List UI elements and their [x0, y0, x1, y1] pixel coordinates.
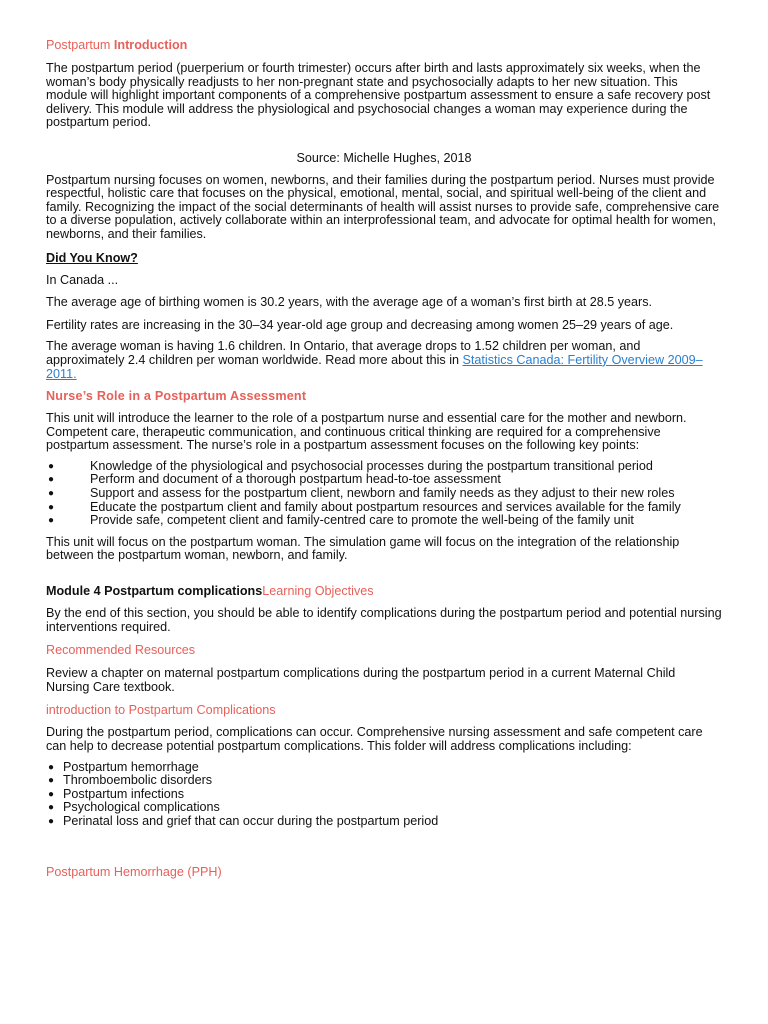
- statistics-canada-link[interactable]: Statistics Canada: Fertility Overview 2009–2011.: [46, 352, 703, 381]
- intro-paragraph-2: Postpartum nursing focuses on women, newborns, and their families during the postpartum period. Nurses must provide respectful, holistic care that focuses on the physical, emotional, mental, social, and spiritual well-being of the client and family. Recognizing the impact of the social determinants of health will assist nurses to provide safe, comprehensive care to a diverse population, actively collaborate within an interprofessional team, and advocate for optimal health for women, newborns, and their families.: [46, 172, 720, 241]
- pph-heading: Postpartum Hemorrhage (PPH): [46, 864, 222, 879]
- fact-3-text: The average woman is having 1.6 children. In Ontario, that average drops to 1.52 children per woman, and approximately 2.4 children per woman worldwide. Read more about this in: [46, 339, 641, 367]
- complications-list: [46, 761, 722, 829]
- bullet-icon: ●: [48, 488, 55, 500]
- bullet-icon: ●: [48, 815, 55, 827]
- bullet-icon: ●: [48, 501, 55, 513]
- bullet-icon: ●: [48, 802, 55, 814]
- list-item: ● Support and assess for the postpartum client, newborn and family needs as they adjust to their new roles: [48, 486, 675, 501]
- complications-intro-heading: introduction to Postpartum Complications: [46, 703, 276, 718]
- fact-2: Fertility rates are increasing in the 30–34 year-old age group and decreasing among women 25–29 years of age.: [46, 317, 674, 332]
- list-item: ● Postpartum hemorrhage: [48, 759, 199, 774]
- bullet-icon: ●: [48, 761, 55, 773]
- list-item: ● Perform and document of a thorough postpartum head-to-toe assessment: [48, 472, 501, 487]
- learning-objectives-heading: Learning Objectives: [262, 584, 374, 599]
- intro-paragraph: The postpartum period (puerperium or fourth trimester) occurs after birth and lasts approximately six weeks, when the woman’s body physically readjusts to her non-pregnant state and psychosocially adapts to her new situation. This module will highlight important components of a comprehensive postpartum assessment to ensure a safe recovery post delivery. This module will address the physiological and psychosocial changes a woman may experience during the postpartum period.: [46, 61, 711, 130]
- recommended-resources-text: Review a chapter on maternal postpartum complications during the postpartum period in a current Maternal Child Nursing Care textbook.: [46, 666, 676, 694]
- recommended-resources-heading: Recommended Resources: [46, 643, 196, 658]
- bullet-icon: ●: [48, 460, 55, 472]
- did-you-know-heading: Did You Know?: [46, 250, 138, 265]
- intro-heading: [46, 38, 722, 52]
- module-4-heading: [46, 584, 722, 598]
- nurse-role-closing: This unit will focus on the postpartum woman. The simulation game will focus on the integration of the relationship between the postpartum woman, newborn, and family.: [46, 534, 680, 563]
- intro-heading-prefix: Postpartum: [46, 38, 114, 52]
- bullet-icon: ●: [48, 515, 55, 527]
- nurse-role-paragraph: This unit will introduce the learner to the role of a postpartum nurse and essential care for the mother and newborn. Competent care, therapeutic communication, and continuous critical thinking are required for a comprehensive postpartum assessment. The nurse’s role in a postpartum assessment focuses on the following key points:: [46, 411, 687, 453]
- fact-3: [46, 340, 722, 381]
- intro-heading-main: Introduction: [113, 38, 188, 52]
- list-item: ● Perinatal loss and grief that can occur during the postpartum period: [48, 813, 439, 828]
- image-source: Source: Michelle Hughes, 2018: [296, 150, 472, 165]
- list-item: ● Provide safe, competent client and family-centred care to promote the well-being of the family unit: [48, 513, 634, 528]
- complications-intro-text: During the postpartum period, complications can occur. Comprehensive nursing assessment and safe competent care can help to decrease potential postpartum complications. This folder will address complications including:: [46, 725, 703, 753]
- list-item: ● Knowledge of the physiological and psychosocial processes during the postpartum transitional period: [48, 458, 653, 473]
- list-item: ● Postpartum infections: [48, 786, 185, 801]
- list-item: ● Psychological complications: [48, 800, 220, 815]
- bullet-icon: ●: [48, 474, 55, 486]
- bullet-icon: ●: [48, 788, 55, 800]
- key-points-list: [46, 460, 722, 528]
- bullet-icon: ●: [48, 775, 55, 787]
- did-you-know-intro: In Canada ...: [46, 272, 119, 287]
- list-item: ● Thromboembolic disorders: [48, 773, 213, 788]
- module-4-title: Module 4 Postpartum complications: [46, 584, 263, 599]
- fact-1: The average age of birthing women is 30.2 years, with the average age of a woman’s first birth at 28.5 years.: [46, 295, 653, 310]
- learning-objectives-text: By the end of this section, you should be able to identify complications during the postpartum period and potential nursing interventions required.: [46, 606, 722, 634]
- list-item: ● Educate the postpartum client and family about postpartum resources and services available for the family: [48, 499, 681, 514]
- nurse-role-heading: Nurse’s Role in a Postpartum Assessment: [46, 389, 307, 404]
